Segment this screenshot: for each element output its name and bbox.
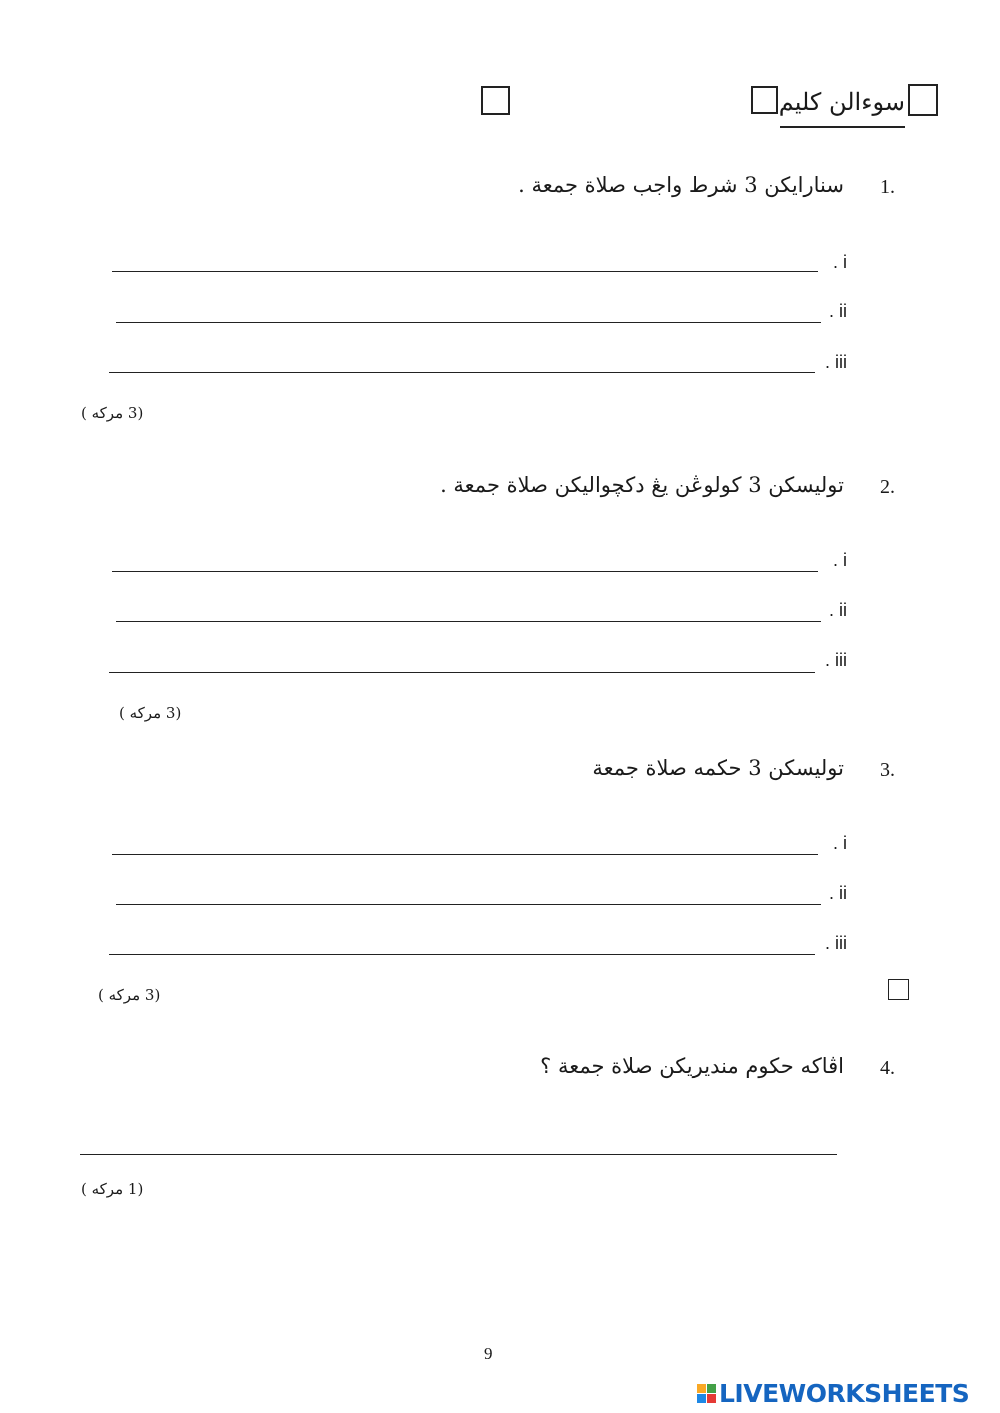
page-number: 9 (484, 1344, 493, 1363)
logo-square-1 (697, 1384, 706, 1393)
question-1-number: 1. (880, 176, 895, 198)
question-3-number: 3. (880, 759, 895, 781)
question-4-answer-line[interactable] (80, 1154, 837, 1155)
question-3-text: توليسكن 3 حكمه صلاة جمعة (592, 756, 844, 780)
question-2-answer-line-iii[interactable] (109, 672, 815, 673)
question-2-marks: (3 مركه ) (119, 704, 182, 722)
question-2-item-iii-label: . iii (825, 650, 847, 670)
question-2-text: توليسكن 3 كولوڠن يڠ دكچواليكن صلاة جمعة . (440, 473, 844, 497)
logo-square-2 (707, 1384, 716, 1393)
liveworksheets-logo[interactable] (697, 1378, 969, 1408)
question-1-answer-line-i[interactable] (112, 271, 818, 272)
question-1-answer-line-ii[interactable] (116, 322, 821, 323)
logo-grid-icon (697, 1384, 716, 1403)
logo-square-3 (697, 1394, 706, 1403)
question-1-text: سنارايكن 3 شرط واجب صلاة جمعة . (518, 173, 844, 197)
question-4-number: 4. (880, 1057, 895, 1079)
question-3-answer-line-iii[interactable] (109, 954, 815, 955)
question-1-item-i-label: . i (833, 252, 848, 272)
section-title: سوءالن كليم (780, 84, 905, 128)
question-3-item-i-label: . i (833, 833, 848, 853)
checkbox-side[interactable] (888, 979, 909, 1000)
question-3-item-ii-label: . ii (829, 883, 847, 903)
question-3-answer-line-i[interactable] (112, 854, 818, 855)
question-3-answer-line-ii[interactable] (116, 904, 821, 905)
question-2-answer-line-ii[interactable] (116, 621, 821, 622)
question-1-item-ii-label: . ii (829, 301, 847, 321)
question-1-answer-line-iii[interactable] (109, 372, 815, 373)
question-2-number: 2. (880, 476, 895, 498)
question-1-item-iii-label: . iii (825, 352, 847, 372)
question-4-text: اڤاكه حكوم منديريكن صلاة جمعة ؟ (540, 1054, 844, 1078)
logo-text: LIVEWORKSHEETS (719, 1378, 970, 1408)
question-1-marks: (3 مركه ) (81, 404, 144, 422)
question-2-answer-line-i[interactable] (112, 571, 818, 572)
question-2-item-ii-label: . ii (829, 600, 847, 620)
question-2-item-i-label: . i (833, 550, 848, 570)
checkbox-left[interactable] (481, 86, 510, 115)
checkbox-title-right[interactable] (908, 84, 938, 116)
question-3-item-iii-label: . iii (825, 933, 847, 953)
checkbox-title-left[interactable] (751, 86, 778, 114)
question-4-marks: (1 مركه ) (81, 1180, 144, 1198)
question-3-marks: (3 مركه ) (98, 986, 161, 1004)
logo-square-4 (707, 1394, 716, 1403)
